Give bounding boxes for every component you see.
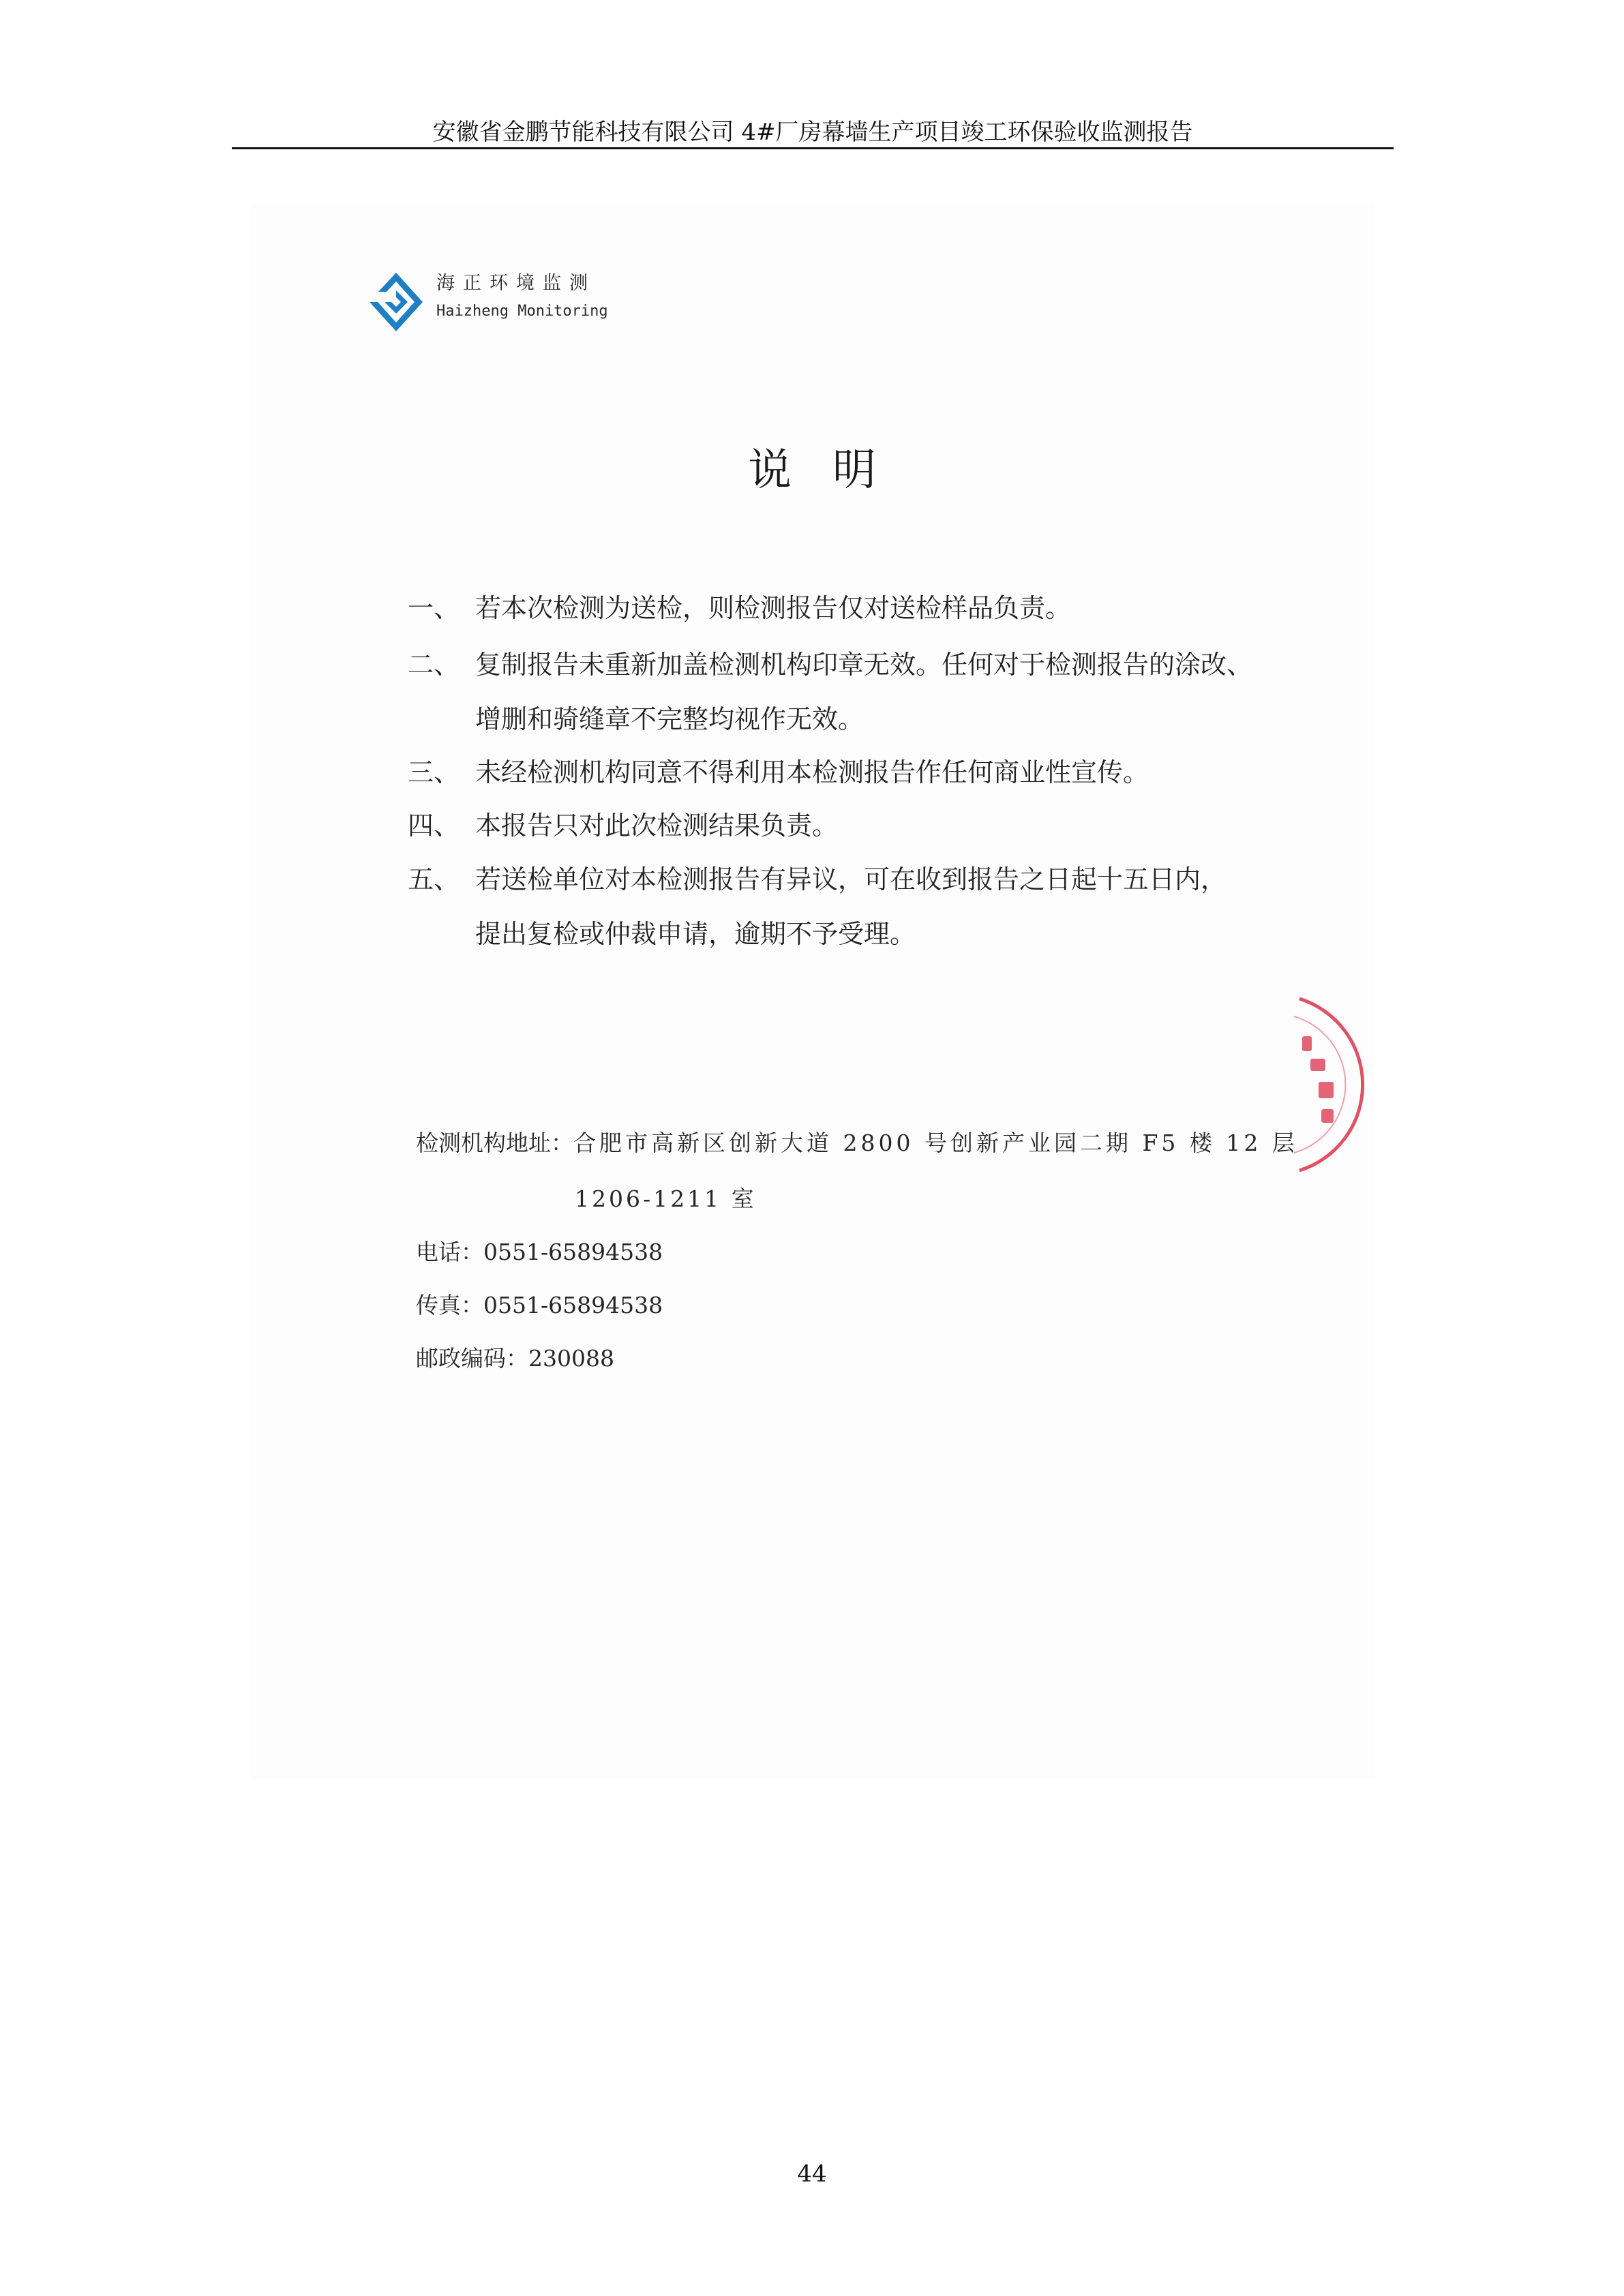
logo-name-cn: 海正环境监测 (436, 273, 596, 294)
page-title: 说明 (748, 445, 917, 496)
fax: 传真：0551-65894538 (416, 1292, 663, 1318)
page-number: 44 (797, 2160, 827, 2188)
address-value: 合肥市高新区创新大道 2800 号创新产业园二期 F5 楼 12 层 (573, 1130, 1298, 1156)
item-number: 五、 (408, 864, 460, 894)
item-text: 若本次检测为送检，则检测报告仅对送检样品负责。 (475, 593, 1072, 623)
haizheng-logo-icon (368, 271, 424, 333)
header-rule (232, 147, 1394, 149)
phone: 电话：0551-65894538 (416, 1239, 663, 1265)
item-text: 提出复检或仲裁申请，逾期不予受理。 (475, 919, 916, 949)
item-text: 未经检测机构同意不得利用本检测报告作任何商业性宣传。 (475, 757, 1149, 787)
address-line-2: 1206-1211 室 (575, 1185, 757, 1212)
item-number: 四、 (408, 811, 460, 841)
postcode: 邮政编码：230088 (416, 1345, 614, 1372)
item-number: 一、 (408, 593, 460, 623)
seam-stamp-icon (1289, 992, 1370, 1176)
address-label: 检测机构地址： (416, 1130, 573, 1156)
item-text: 本报告只对此次检测结果负责。 (475, 811, 839, 841)
item-text: 增删和骑缝章不完整均视作无效。 (475, 704, 864, 734)
item-text: 复制报告未重新加盖检测机构印章无效。任何对于检测报告的涂改、 (475, 650, 1253, 680)
item-text: 若送检单位对本检测报告有异议，可在收到报告之日起十五日内， (475, 864, 1227, 894)
item-number: 三、 (408, 757, 460, 787)
logo-name-en: Haizheng Monitoring (436, 303, 608, 320)
page-header: 安徽省金鹏节能科技有限公司 4#厂房幕墙生产项目竣工环保验收监测报告 (432, 119, 1193, 146)
item-number: 二、 (408, 650, 460, 680)
address-line (416, 1126, 1298, 1160)
